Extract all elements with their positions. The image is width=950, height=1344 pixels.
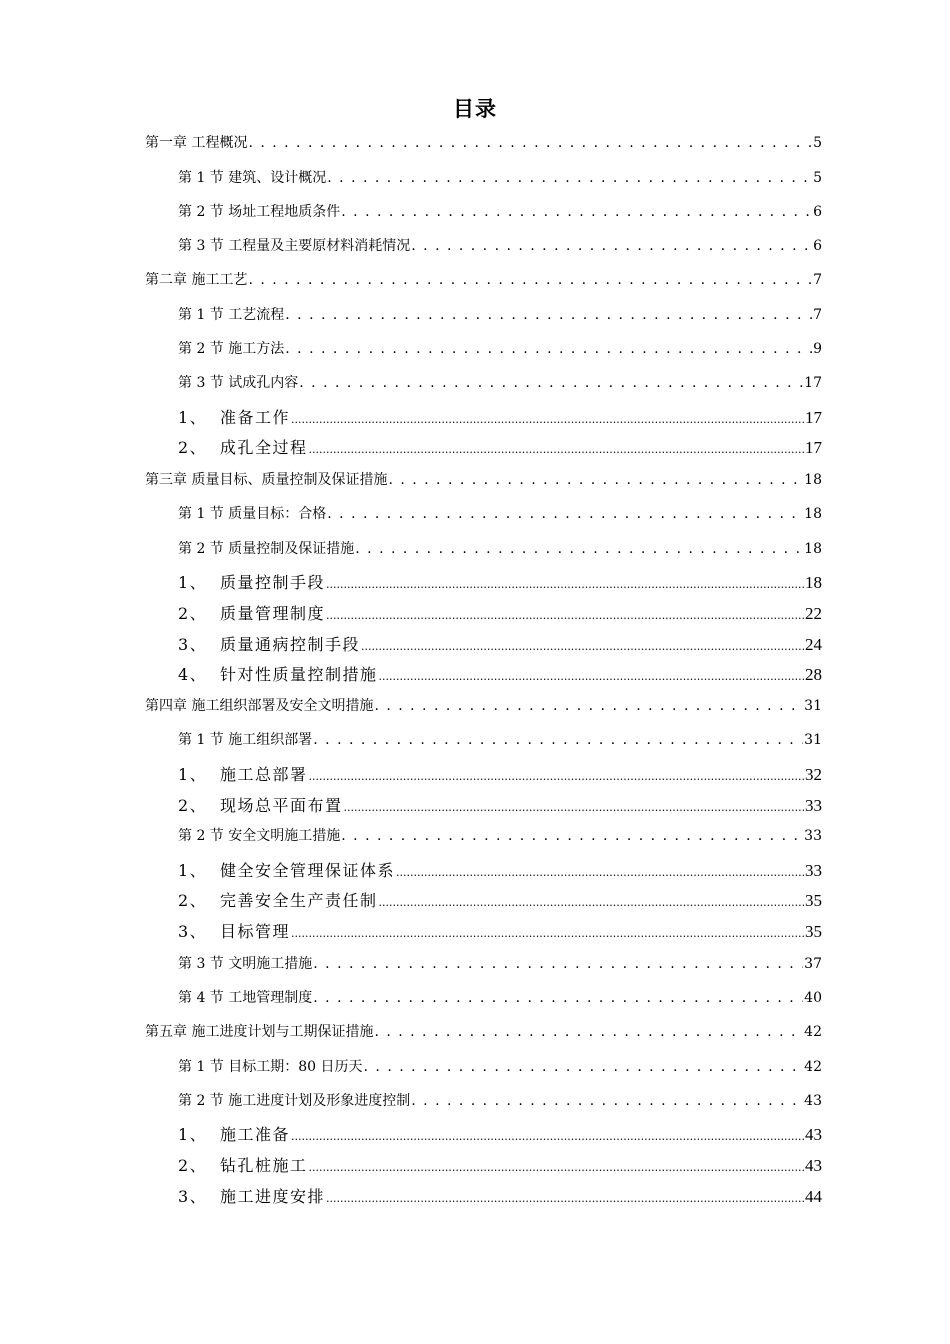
entry-text: 第 2 节 施工进度计划及形象进度控制 — [178, 1093, 411, 1109]
leader-dots — [388, 470, 803, 490]
entry-text — [178, 921, 290, 943]
toc-section[interactable] — [178, 373, 822, 393]
item-title: 准备工作 — [220, 408, 291, 427]
toc-item[interactable] — [178, 664, 822, 686]
item-title: 完善安全生产责任制 — [220, 891, 378, 910]
item-number: 2、 — [178, 891, 208, 910]
leader-dots — [364, 1057, 804, 1077]
leader-dots — [326, 603, 804, 627]
page-number: 44 — [805, 1187, 822, 1206]
page-number: 17 — [804, 375, 822, 391]
item-title: 施工总部署 — [220, 765, 308, 784]
item-number: 2、 — [178, 438, 208, 457]
leader-dots — [291, 921, 804, 945]
leader-dots — [326, 572, 804, 596]
leader-dots — [309, 764, 804, 788]
entry-text — [178, 603, 325, 625]
item-number: 3、 — [178, 1187, 208, 1206]
page-number: 5 — [813, 135, 822, 151]
page-number: 40 — [804, 990, 822, 1006]
leader-dots — [374, 1022, 803, 1042]
toc-item[interactable] — [178, 860, 822, 882]
entry-text: 第 1 节 工艺流程 — [178, 307, 285, 323]
item-title: 针对性质量控制措施 — [220, 665, 378, 684]
page-number: 24 — [805, 635, 822, 654]
entry-text: 第一章 工程概况 — [145, 135, 248, 151]
entry-text: 第 3 节 试成孔内容 — [178, 375, 299, 391]
leader-dots — [326, 1186, 804, 1210]
leader-dots — [344, 795, 804, 819]
page-number: 7 — [813, 272, 822, 288]
page-title: 目录 — [453, 96, 497, 121]
page-number: 42 — [804, 1024, 822, 1040]
item-number: 2、 — [178, 796, 208, 815]
toc-item[interactable] — [178, 764, 822, 786]
toc-item[interactable] — [178, 437, 822, 459]
item-number: 1、 — [178, 861, 208, 880]
item-title: 健全安全管理保证体系 — [220, 861, 396, 880]
page-number: 43 — [804, 1093, 822, 1109]
page-number: 37 — [804, 956, 822, 972]
toc-item[interactable] — [178, 603, 822, 625]
page-number: 18 — [804, 541, 822, 557]
page-number: 43 — [805, 1125, 822, 1144]
toc-section[interactable] — [178, 1057, 822, 1077]
leader-dots — [411, 236, 812, 256]
toc-item[interactable] — [178, 634, 822, 656]
toc-section[interactable] — [178, 988, 822, 1008]
item-title: 质量管理制度 — [220, 604, 326, 623]
page-number: 9 — [813, 341, 822, 357]
entry-text: 第 3 节 工程量及主要原材料消耗情况 — [178, 238, 411, 254]
entry-text: 第 1 节 质量目标：合格 — [178, 506, 327, 522]
toc-chapter[interactable] — [145, 270, 822, 290]
page-number: 17 — [805, 438, 822, 457]
entry-text — [178, 890, 378, 912]
toc-item[interactable] — [178, 407, 822, 429]
page-number: 32 — [805, 765, 822, 784]
page-number: 42 — [804, 1059, 822, 1075]
toc-section[interactable] — [178, 236, 822, 256]
leader-dots — [379, 890, 804, 914]
leader-dots — [313, 730, 803, 750]
item-title: 目标管理 — [220, 922, 291, 941]
toc-item[interactable] — [178, 1186, 822, 1208]
toc-section[interactable] — [178, 539, 822, 559]
page-number: 33 — [804, 828, 822, 844]
leader-dots — [327, 504, 803, 524]
entry-text: 第 2 节 场址工程地质条件 — [178, 204, 341, 220]
page-number: 6 — [813, 238, 822, 254]
entry-text — [178, 860, 395, 882]
toc-chapter[interactable] — [145, 470, 822, 490]
item-title: 施工进度安排 — [220, 1187, 326, 1206]
entry-text — [178, 795, 343, 817]
page-number: 18 — [804, 506, 822, 522]
leader-dots — [313, 954, 803, 974]
page-number: 33 — [805, 796, 822, 815]
entry-text — [178, 664, 378, 686]
item-title: 现场总平面布置 — [220, 796, 343, 815]
entry-text: 第 3 节 文明施工措施 — [178, 956, 313, 972]
toc-chapter[interactable] — [145, 1022, 822, 1042]
leader-dots — [313, 988, 803, 1008]
page-number: 7 — [813, 307, 822, 323]
toc-section[interactable] — [178, 954, 822, 974]
leader-dots — [341, 826, 803, 846]
page-number: 5 — [813, 170, 822, 186]
item-number: 1、 — [178, 1125, 208, 1144]
entry-text: 第 4 节 工地管理制度 — [178, 990, 313, 1006]
page-number: 31 — [804, 732, 822, 748]
page-number: 18 — [804, 472, 822, 488]
item-number: 3、 — [178, 922, 208, 941]
toc-section[interactable] — [178, 826, 822, 846]
page-number: 28 — [805, 665, 822, 684]
entry-text — [178, 634, 360, 656]
item-number: 1、 — [178, 765, 208, 784]
leader-dots — [285, 339, 812, 359]
page-number: 31 — [804, 698, 822, 714]
item-number: 3、 — [178, 635, 208, 654]
entry-text: 第四章 施工组织部署及安全文明措施 — [145, 698, 374, 714]
item-number: 1、 — [178, 573, 208, 592]
entry-text — [178, 1155, 308, 1177]
leader-dots — [396, 860, 804, 884]
toc-item[interactable] — [178, 1124, 822, 1146]
toc-section[interactable] — [178, 202, 822, 222]
entry-text — [178, 1186, 325, 1208]
entry-text: 第三章 质量目标、质量控制及保证措施 — [145, 472, 388, 488]
item-number: 4、 — [178, 665, 208, 684]
leader-dots — [291, 407, 804, 431]
item-title: 施工准备 — [220, 1125, 291, 1144]
entry-text — [178, 437, 308, 459]
toc-item[interactable] — [178, 921, 822, 943]
toc-section[interactable] — [178, 504, 822, 524]
page-number: 18 — [805, 573, 822, 592]
entry-text: 第 1 节 建筑、设计概况 — [178, 170, 327, 186]
leader-dots — [299, 373, 803, 393]
leader-dots — [309, 1155, 804, 1179]
toc-item[interactable] — [178, 572, 822, 594]
item-number: 2、 — [178, 604, 208, 623]
leader-dots — [374, 696, 803, 716]
toc-section[interactable] — [178, 305, 822, 325]
toc-section[interactable] — [178, 168, 822, 188]
leader-dots — [309, 437, 804, 461]
entry-text: 第 2 节 质量控制及保证措施 — [178, 541, 355, 557]
entry-text: 第 2 节 施工方法 — [178, 341, 285, 357]
entry-text — [178, 572, 325, 594]
entry-text: 第五章 施工进度计划与工期保证措施 — [145, 1024, 374, 1040]
page-number: 6 — [813, 204, 822, 220]
entry-text: 第二章 施工工艺 — [145, 272, 248, 288]
entry-text — [178, 764, 308, 786]
entry-text — [178, 1124, 290, 1146]
entry-text — [178, 407, 290, 429]
page-number: 33 — [805, 861, 822, 880]
page-number: 22 — [805, 604, 822, 623]
toc-chapter[interactable] — [145, 133, 822, 153]
page-number: 43 — [805, 1156, 822, 1175]
entry-text: 第 1 节 目标工期：80 日历天 — [178, 1059, 363, 1075]
leader-dots — [285, 305, 812, 325]
toc-item[interactable] — [178, 795, 822, 817]
leader-dots — [327, 168, 812, 188]
leader-dots — [361, 634, 804, 658]
page-number: 35 — [805, 891, 822, 910]
page-number: 35 — [805, 922, 822, 941]
page-number: 17 — [805, 408, 822, 427]
leader-dots — [291, 1124, 804, 1148]
toc-section[interactable] — [178, 730, 822, 750]
item-number: 2、 — [178, 1156, 208, 1175]
toc-item[interactable] — [178, 1155, 822, 1177]
toc-chapter[interactable] — [145, 696, 822, 716]
item-title: 质量控制手段 — [220, 573, 326, 592]
entry-text: 第 1 节 施工组织部署 — [178, 732, 313, 748]
leader-dots — [355, 539, 803, 559]
toc-section[interactable] — [178, 339, 822, 359]
entry-text: 第 2 节 安全文明施工措施 — [178, 828, 341, 844]
leader-dots — [411, 1091, 803, 1111]
toc-item[interactable] — [178, 890, 822, 912]
item-title: 成孔全过程 — [220, 438, 308, 457]
toc-section[interactable] — [178, 1091, 822, 1111]
item-title: 质量通病控制手段 — [220, 635, 361, 654]
item-title: 钻孔桩施工 — [220, 1156, 308, 1175]
leader-dots — [248, 133, 812, 153]
leader-dots — [341, 202, 812, 222]
item-number: 1、 — [178, 408, 208, 427]
leader-dots — [379, 664, 804, 688]
leader-dots — [248, 270, 812, 290]
